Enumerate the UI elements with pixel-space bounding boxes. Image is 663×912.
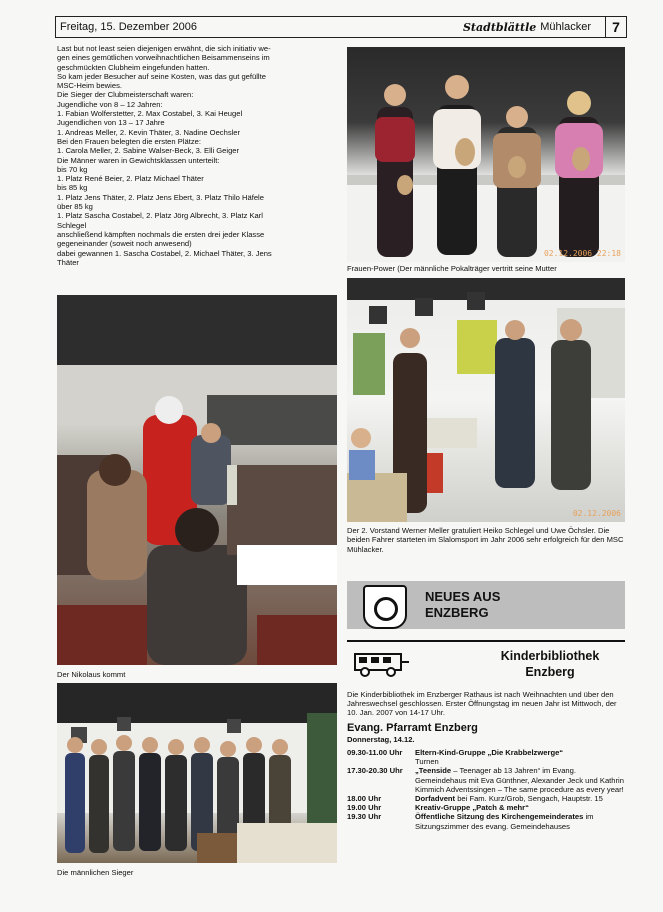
article-line: gegeneinander (soweit noch anwesend) bbox=[57, 239, 192, 249]
article-line: über 85 kg bbox=[57, 202, 93, 212]
caption-nikolaus: Der Nikolaus kommt bbox=[57, 670, 126, 679]
kinderbibliothek-notice: Die Kinderbibliothek im Enzberger Rathaus ist nach Weihnachten und über den Jahreswechsel geschlossen. Erster Öffnungstag im neuen Jahr ist Mittwoch, der 10. Jan. 2007 von 14-17 Uhr. bbox=[347, 690, 617, 718]
article-line: So kam jeder Besucher auf seine Kosten, was das gut gefüllte bbox=[57, 71, 266, 81]
caption-board-congratulates: Der 2. Vorstand Werner Meller gratuliert Heiko Schlegel und Uwe Öchsler. Die beiden Fahrer starteten im Slalomsport im Jahr 2006 sehr erfolgreich für den MSC Mühlacker. bbox=[347, 526, 624, 554]
schedule-entry bbox=[347, 803, 627, 812]
schedule-event bbox=[415, 748, 627, 766]
kb-title-line-2: Enzberg bbox=[525, 665, 575, 679]
schedule-event-title: Kreativ-Gruppe „Patch & mehr“ bbox=[415, 803, 529, 813]
schedule-event bbox=[415, 803, 627, 812]
issue-date: Freitag, 15. Dezember 2006 bbox=[60, 21, 197, 33]
schedule-event-title: Eltern-Kind-Gruppe „Die Krabbelzwerge“ bbox=[415, 748, 564, 757]
article-line: geschmückten Clubheim eingefunden hatten. bbox=[57, 62, 210, 72]
schedule-event-detail: bei Fam. Kurz/Grob, Sengach, Hauptstr. 15 bbox=[455, 794, 603, 804]
schedule-time: 19.00 Uhr bbox=[347, 803, 382, 813]
schedule-time: 18.00 Uhr bbox=[347, 794, 382, 804]
schedule-entry bbox=[347, 812, 627, 830]
article-line: anschließend kämpften nochmals die ersten drei jeder Klasse bbox=[57, 229, 265, 239]
photo-board-congratulates bbox=[347, 278, 625, 522]
women-winners-illustration bbox=[347, 47, 625, 262]
photo-timestamp: 02.12.2006 22:18 bbox=[543, 249, 621, 258]
enzberg-crest-icon bbox=[363, 585, 407, 629]
schedule-event bbox=[415, 766, 627, 794]
schedule-entry bbox=[347, 794, 627, 803]
article-line: 1. Fabian Wolferstetter, 2. Max Costabel, 3. Kai Heugel bbox=[57, 109, 243, 119]
town-name: Mühlacker bbox=[540, 21, 591, 33]
article-line: Thäter bbox=[57, 257, 79, 267]
pfarramt-schedule bbox=[347, 748, 627, 831]
schedule-entry bbox=[347, 748, 627, 766]
caption-male-winners: Die männlichen Sieger bbox=[57, 868, 134, 877]
article-line: bis 70 kg bbox=[57, 164, 88, 174]
schedule-event bbox=[415, 812, 627, 830]
paper-name: Stadtblättle bbox=[462, 20, 537, 34]
photo-male-winners bbox=[57, 683, 337, 863]
male-winners-illustration bbox=[57, 683, 337, 863]
photo-women-winners bbox=[347, 47, 625, 262]
pfarramt-day: Donnerstag, 14.12. bbox=[347, 734, 415, 744]
schedule-event-title: Dorfadvent bbox=[415, 794, 456, 804]
schedule-event-detail: – Teenager ab 13 Jahren“ im Evang. Gemeindehaus mit Eva Günthner, Alexander Jeck und Kathrin Kimmich Adventssingen – The same procedure as every year! bbox=[415, 766, 624, 794]
article-line: Last but not least seien diejenigen erwähnt, die sich initiativ we- bbox=[57, 44, 271, 53]
article-line: MSC-Heim bewies. bbox=[57, 81, 122, 91]
article-line: bis 85 kg bbox=[57, 183, 88, 193]
article-line: Die Sieger der Clubmeisterschaft waren: bbox=[57, 90, 194, 100]
article-line: Bei den Frauen belegten die ersten Plätze: bbox=[57, 136, 201, 146]
schedule-event-title: „Teenside bbox=[415, 766, 452, 776]
article-line: 1. Carola Meller, 2. Sabine Walser-Beck, 3. Elli Geiger bbox=[57, 146, 240, 156]
schedule-time: 19.30 Uhr bbox=[347, 812, 382, 822]
schedule-event-title: Öffentliche Sitzung des Kirchengemeinderates bbox=[415, 812, 584, 822]
banner-line-2: ENZBERG bbox=[425, 605, 489, 620]
schedule-event bbox=[415, 794, 627, 803]
schedule-time: 17.30-20.30 Uhr bbox=[347, 766, 403, 776]
photo-timestamp-2: 02.12.2006 bbox=[572, 509, 621, 518]
article-line: Jugendlichen von 13 – 17 Jahre bbox=[57, 118, 165, 128]
caption-women-winners: Frauen-Power (Der männliche Pokalträger vertritt seine Mutter bbox=[347, 264, 557, 273]
section-banner-enzberg bbox=[347, 581, 625, 629]
article-line: Die Männer waren in Gewichtsklassen unterteilt: bbox=[57, 155, 220, 165]
article-line: Schlegel bbox=[57, 220, 87, 230]
pfarramt-title: Evang. Pfarramt Enzberg bbox=[347, 721, 478, 734]
page-number: 7 bbox=[605, 17, 626, 37]
article-line: 1. Platz Jens Thäter, 2. Platz Jens Ebert, 3. Platz Thilo Häfele bbox=[57, 192, 264, 202]
article-line: Jugendliche von 8 – 12 Jahren: bbox=[57, 99, 163, 109]
article-line: 1. Platz Sascha Costabel, 2. Platz Jörg Albrecht, 3. Platz Karl bbox=[57, 211, 263, 221]
schedule-entry bbox=[347, 766, 627, 794]
schedule-time: 09.30-11.00 Uhr bbox=[347, 748, 403, 757]
schedule-event-detail: im Sitzungszimmer des evang. Gemeindehauses bbox=[415, 812, 594, 831]
article-line: gen eines gemütlichen vorweihnachtlichen Beisammenseins im bbox=[57, 53, 270, 63]
page-header bbox=[55, 16, 627, 38]
right-column-text bbox=[347, 690, 627, 744]
club-championship-article bbox=[57, 44, 337, 267]
kb-title-line-1: Kinderbibliothek bbox=[500, 649, 600, 663]
banner-line-1: NEUES AUS bbox=[425, 589, 501, 604]
schedule-event-detail: Turnen bbox=[415, 757, 439, 767]
article-line: dabei gewannen 1. Sascha Costabel, 2. Michael Thäter, 3. Jens bbox=[57, 248, 272, 258]
kinderbibliothek-heading bbox=[347, 640, 625, 682]
photo-nikolaus bbox=[57, 295, 337, 665]
article-line: 1. Platz René Beier, 2. Platz Michael Thäter bbox=[57, 174, 204, 184]
nikolaus-illustration bbox=[57, 295, 337, 665]
article-line: 1. Andreas Meller, 2. Kevin Thäter, 3. Nadine Oechsler bbox=[57, 127, 241, 137]
board-congratulates-illustration bbox=[347, 278, 625, 522]
library-bus-icon bbox=[349, 648, 411, 678]
